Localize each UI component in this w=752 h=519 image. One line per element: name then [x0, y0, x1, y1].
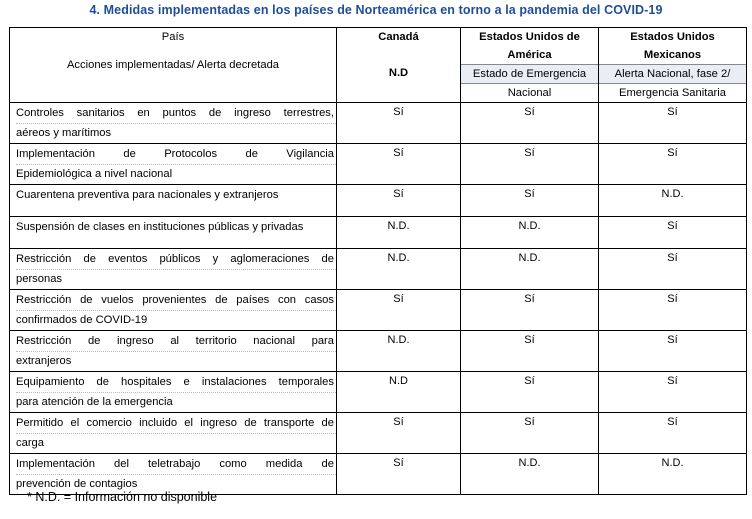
mexico-value-cell: [599, 103, 747, 144]
action-text: confirmados de COVID-19: [16, 314, 148, 326]
usa-value-cell: [461, 103, 599, 144]
header-usa-status-1: Estado de Emergencia: [461, 64, 598, 84]
usa-value: Sí: [524, 147, 535, 159]
mexico-value: Sí: [667, 334, 678, 346]
action-cell: [10, 413, 337, 454]
mexico-value-cell: [599, 249, 747, 290]
usa-value: Sí: [524, 106, 535, 118]
mexico-value: Sí: [667, 416, 678, 428]
usa-value-cell: [461, 372, 599, 413]
action-text: Controles sanitarios en puntos de ingreso terrestres,: [16, 104, 336, 124]
usa-value: Sí: [524, 334, 535, 346]
header-mexico-status-2: Emergencia Sanitaria: [619, 87, 726, 99]
footnote: * N.D. = Información no disponible: [27, 490, 218, 504]
canada-value-cell: [337, 413, 461, 454]
action-text: Cuarentena preventiva para nacionales y extranjeros: [16, 189, 279, 201]
table-row: [10, 249, 747, 290]
action-text: Implementación del teletrabajo como medida de: [16, 455, 336, 475]
action-text: carga: [16, 437, 44, 449]
table-row: [10, 185, 747, 217]
action-cell: [10, 144, 337, 185]
header-row: [10, 28, 747, 103]
usa-value-cell: [461, 249, 599, 290]
action-text: para atención de la emergencia: [16, 396, 173, 408]
action-cell: [10, 290, 337, 331]
action-text: Restricción de vuelos provenientes de países con casos: [16, 291, 336, 311]
action-cell: [10, 454, 337, 495]
canada-value: Sí: [393, 188, 404, 200]
header-mexico-name-2: Mexicanos: [643, 49, 702, 61]
header-mexico-status-1: Alerta Nacional, fase 2/: [599, 64, 746, 84]
canada-value-cell: [337, 454, 461, 495]
action-text: prevención de contagios: [16, 478, 138, 490]
table-row: [10, 144, 747, 185]
table-row: [10, 413, 747, 454]
header-canada-cell: [337, 28, 461, 103]
header-canada-name: Canadá: [378, 31, 419, 43]
mexico-value: N.D.: [661, 457, 684, 469]
usa-value-cell: [461, 290, 599, 331]
canada-value: N.D.: [387, 334, 410, 346]
action-text: Equipamiento de hospitales e instalaciones temporales: [16, 373, 336, 393]
table-row: [10, 103, 747, 144]
usa-value: N.D.: [518, 220, 541, 232]
mexico-value-cell: [599, 217, 747, 249]
canada-value-cell: [337, 249, 461, 290]
action-text: Implementación de Protocolos de Vigilancia: [16, 145, 336, 165]
header-pais: País: [161, 31, 185, 43]
usa-value-cell: [461, 185, 599, 217]
canada-value-cell: [337, 290, 461, 331]
header-country-action-cell: [10, 28, 337, 103]
mexico-value: Sí: [667, 252, 678, 264]
usa-value-cell: [461, 413, 599, 454]
action-text: personas: [16, 273, 63, 285]
table-row: [10, 454, 747, 495]
action-cell: [10, 372, 337, 413]
usa-value-cell: [461, 331, 599, 372]
canada-value-cell: [337, 185, 461, 217]
usa-value-cell: [461, 217, 599, 249]
canada-value: Sí: [393, 293, 404, 305]
usa-value: Sí: [524, 375, 535, 387]
mexico-value-cell: [599, 454, 747, 495]
mexico-value-cell: [599, 372, 747, 413]
table-row: [10, 331, 747, 372]
action-text: Epidemiológica a nivel nacional: [16, 168, 173, 180]
action-cell: [10, 331, 337, 372]
table-row: [10, 290, 747, 331]
header-mexico-cell: [599, 28, 747, 103]
canada-value: Sí: [393, 147, 404, 159]
measures-table: [9, 27, 747, 495]
mexico-value-cell: [599, 290, 747, 331]
action-cell: [10, 217, 337, 249]
usa-value: Sí: [524, 188, 535, 200]
mexico-value-cell: [599, 331, 747, 372]
usa-value-cell: [461, 454, 599, 495]
canada-value-cell: [337, 103, 461, 144]
mexico-value: Sí: [667, 147, 678, 159]
mexico-value: Sí: [667, 293, 678, 305]
mexico-value: Sí: [667, 375, 678, 387]
header-canada-status: N.D: [388, 67, 409, 79]
mexico-value: N.D.: [661, 188, 684, 200]
usa-value: Sí: [524, 416, 535, 428]
action-text: Restricción de ingreso al territorio nacional para: [16, 332, 336, 352]
header-mexico-name-1: Estados Unidos: [630, 31, 715, 43]
action-cell: [10, 103, 337, 144]
action-text: Suspensión de clases en instituciones públicas y privadas: [16, 221, 304, 233]
canada-value: Sí: [393, 457, 404, 469]
canada-value: Sí: [393, 416, 404, 428]
action-text: aéreos y marítimos: [16, 127, 112, 139]
mexico-value-cell: [599, 413, 747, 454]
header-usa-status-2: Nacional: [507, 87, 552, 99]
usa-value: N.D.: [518, 457, 541, 469]
action-text: Restricción de eventos públicos y aglomeraciones de: [16, 250, 336, 270]
action-text: extranjeros: [16, 355, 72, 367]
header-usa-cell: [461, 28, 599, 103]
mexico-value: Sí: [667, 220, 678, 232]
mexico-value: Sí: [667, 106, 678, 118]
header-usa-name-2: América: [507, 49, 552, 61]
table-title: 4. Medidas implementadas en los países de Norteamérica en torno a la pandemia del COVID-19: [89, 3, 663, 17]
usa-value: Sí: [524, 293, 535, 305]
header-usa-name-1: Estados Unidos de: [479, 31, 580, 43]
canada-value-cell: [337, 144, 461, 185]
canada-value-cell: [337, 331, 461, 372]
action-text: Permitido el comercio incluido el ingreso de transporte de: [16, 414, 336, 434]
canada-value: N.D.: [387, 220, 410, 232]
usa-value: N.D.: [518, 252, 541, 264]
table-row: [10, 217, 747, 249]
table-row: [10, 372, 747, 413]
usa-value-cell: [461, 144, 599, 185]
canada-value: Sí: [393, 106, 404, 118]
canada-value: N.D.: [387, 252, 410, 264]
mexico-value-cell: [599, 185, 747, 217]
canada-value: N.D: [389, 375, 408, 387]
header-acciones: Acciones implementadas/ Alerta decretada: [66, 59, 280, 71]
canada-value-cell: [337, 217, 461, 249]
action-cell: [10, 249, 337, 290]
mexico-value-cell: [599, 144, 747, 185]
canada-value-cell: [337, 372, 461, 413]
action-cell: [10, 185, 337, 217]
